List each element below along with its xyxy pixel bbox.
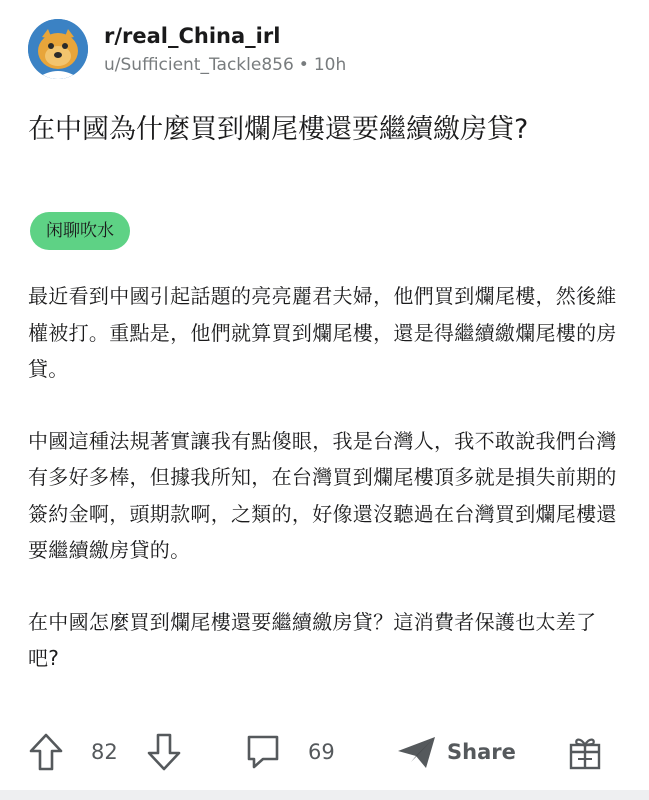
downvote-arrow-icon [146, 732, 182, 772]
upvote-count: 82 [91, 740, 118, 764]
upvote-arrow-icon [28, 732, 64, 772]
post-paragraph: 在中國怎麼買到爛尾樓還要繼續繳房貸？這消費者保護也太差了吧? [28, 609, 597, 670]
post-meta [104, 22, 346, 76]
upvote-button[interactable] [28, 728, 64, 776]
action-bar [0, 728, 649, 776]
comment-bubble-icon [244, 732, 282, 772]
post-paragraph: 中國這種法規著實讓我有點傻眼，我是台灣人，我不敢說我們台灣有多好多棒，但據我所知，在台灣買到爛尾樓頂多就是損失前期的簽約金啊，頭期款啊，之類的，好像還沒聽過在台灣買到爛尾樓還要繼續繳房貸的。 [28, 428, 617, 562]
comment-count: 69 [308, 740, 335, 764]
downvote-button[interactable] [146, 728, 182, 776]
post-flair[interactable]: 闲聊吹水 [30, 212, 130, 250]
share-label: Share [447, 740, 516, 764]
subreddit-avatar-image [28, 19, 88, 79]
author-name[interactable]: u/Sufficient_Tackle856 [104, 55, 294, 75]
vote-count [91, 728, 118, 776]
post-time: 10h [313, 55, 347, 75]
subreddit-avatar[interactable] [28, 19, 88, 79]
share-paper-plane-icon [395, 732, 439, 772]
award-gift-icon [567, 732, 603, 772]
post-header [28, 14, 346, 84]
award-button[interactable] [567, 728, 603, 776]
subreddit-name[interactable]: r/real_China_irl [104, 24, 281, 48]
comment-count-wrap [308, 728, 335, 776]
post-body [28, 278, 618, 712]
share-button[interactable] [395, 728, 516, 776]
byline [104, 54, 346, 76]
separator-dot: • [298, 55, 309, 75]
comment-button[interactable] [244, 728, 282, 776]
bottom-divider [0, 790, 649, 800]
post-paragraph: 最近看到中國引起話題的亮亮麗君夫婦，他們買到爛尾樓，然後維權被打。重點是，他們就算買到爛尾樓，還是得繼續繳爛尾樓的房貸。 [28, 284, 617, 381]
post-title: 在中國為什麼買到爛尾樓還要繼續繳房貸? [28, 114, 529, 145]
